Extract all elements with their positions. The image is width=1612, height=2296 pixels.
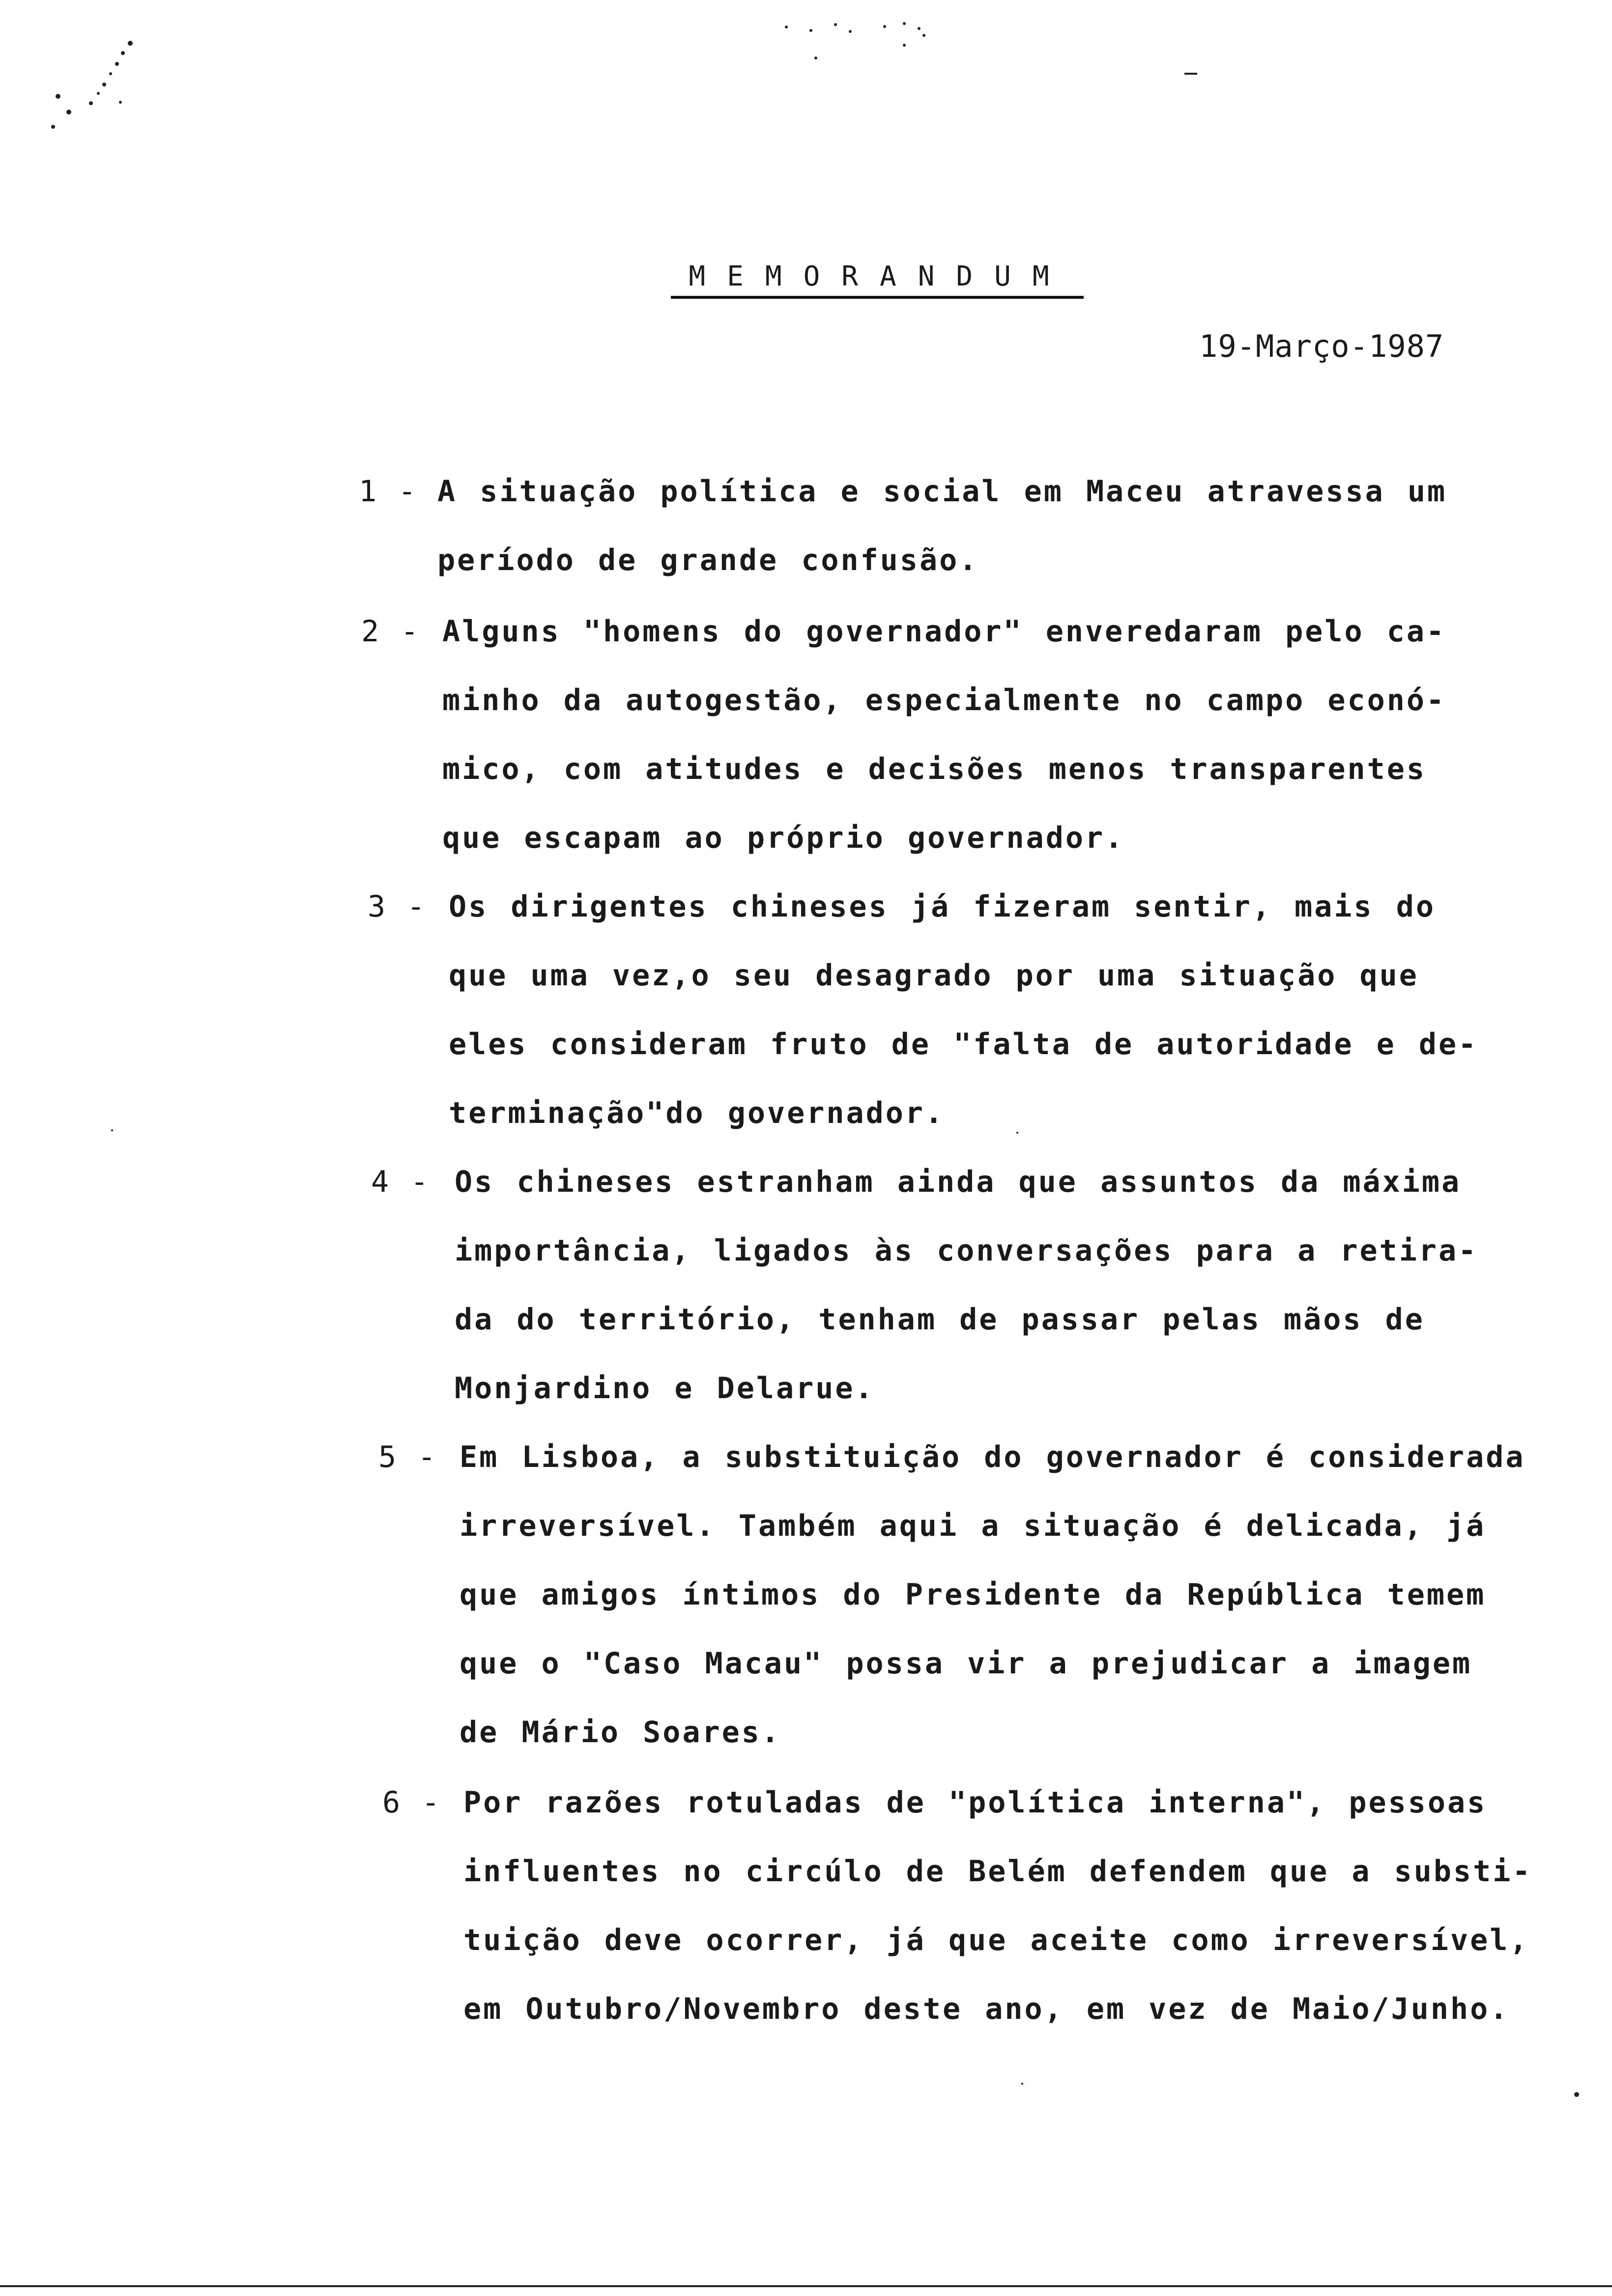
memo-title: MEMORANDUM	[689, 260, 1071, 292]
memo-date: 19-Março-1987	[1199, 328, 1444, 364]
title-underline	[671, 296, 1084, 299]
item-text: Em Lisboa, a substituição do governador é considerada irreversível. Também aqui a situação é delicada, já que amigos íntimos do Presidente da República temem que o "Caso Macau" possa vir a prejudicar a imagem de Mário Soares.	[460, 1440, 1526, 1750]
item-number: 3 -	[368, 890, 427, 924]
item-text: Alguns "homens do governador" enveredaram pelo ca- minho da autogestão, especialmente no campo econó- mico, com atitudes e decisões menos transparentes que escapam ao próprio governador.	[442, 614, 1446, 855]
bottom-border-line	[0, 2285, 1612, 2287]
item-text: Por razões rotuladas de "política interna", pessoas influentes no circúlo de Belém defendem que a substi- tuição deve ocorrer, já que aceite como irreversível, em Outubro/Novembro deste ano, em vez de Maio/Junho.	[463, 1785, 1532, 2026]
item-text: Os chineses estranham ainda que assuntos da máxima importância, ligados às conversações para a retira- da do território, tenham de passar pelas mãos de Monjardino e Delarue.	[455, 1165, 1478, 1406]
item-number: 5 -	[378, 1440, 438, 1474]
item-number: 1 -	[359, 474, 418, 509]
item-number: 2 -	[361, 614, 421, 649]
item-text: A situação política e social em Maceu atravessa um período de grande confusão.	[437, 474, 1447, 577]
item-number: 4 -	[371, 1165, 431, 1199]
item-number: 6 -	[382, 1785, 442, 1820]
item-text: Os dirigentes chineses já fizeram sentir, mais do que uma vez,o seu desagrado por uma situação que eles consideram fruto de "falta de autoridade e de- terminação"do governador.	[449, 890, 1478, 1130]
